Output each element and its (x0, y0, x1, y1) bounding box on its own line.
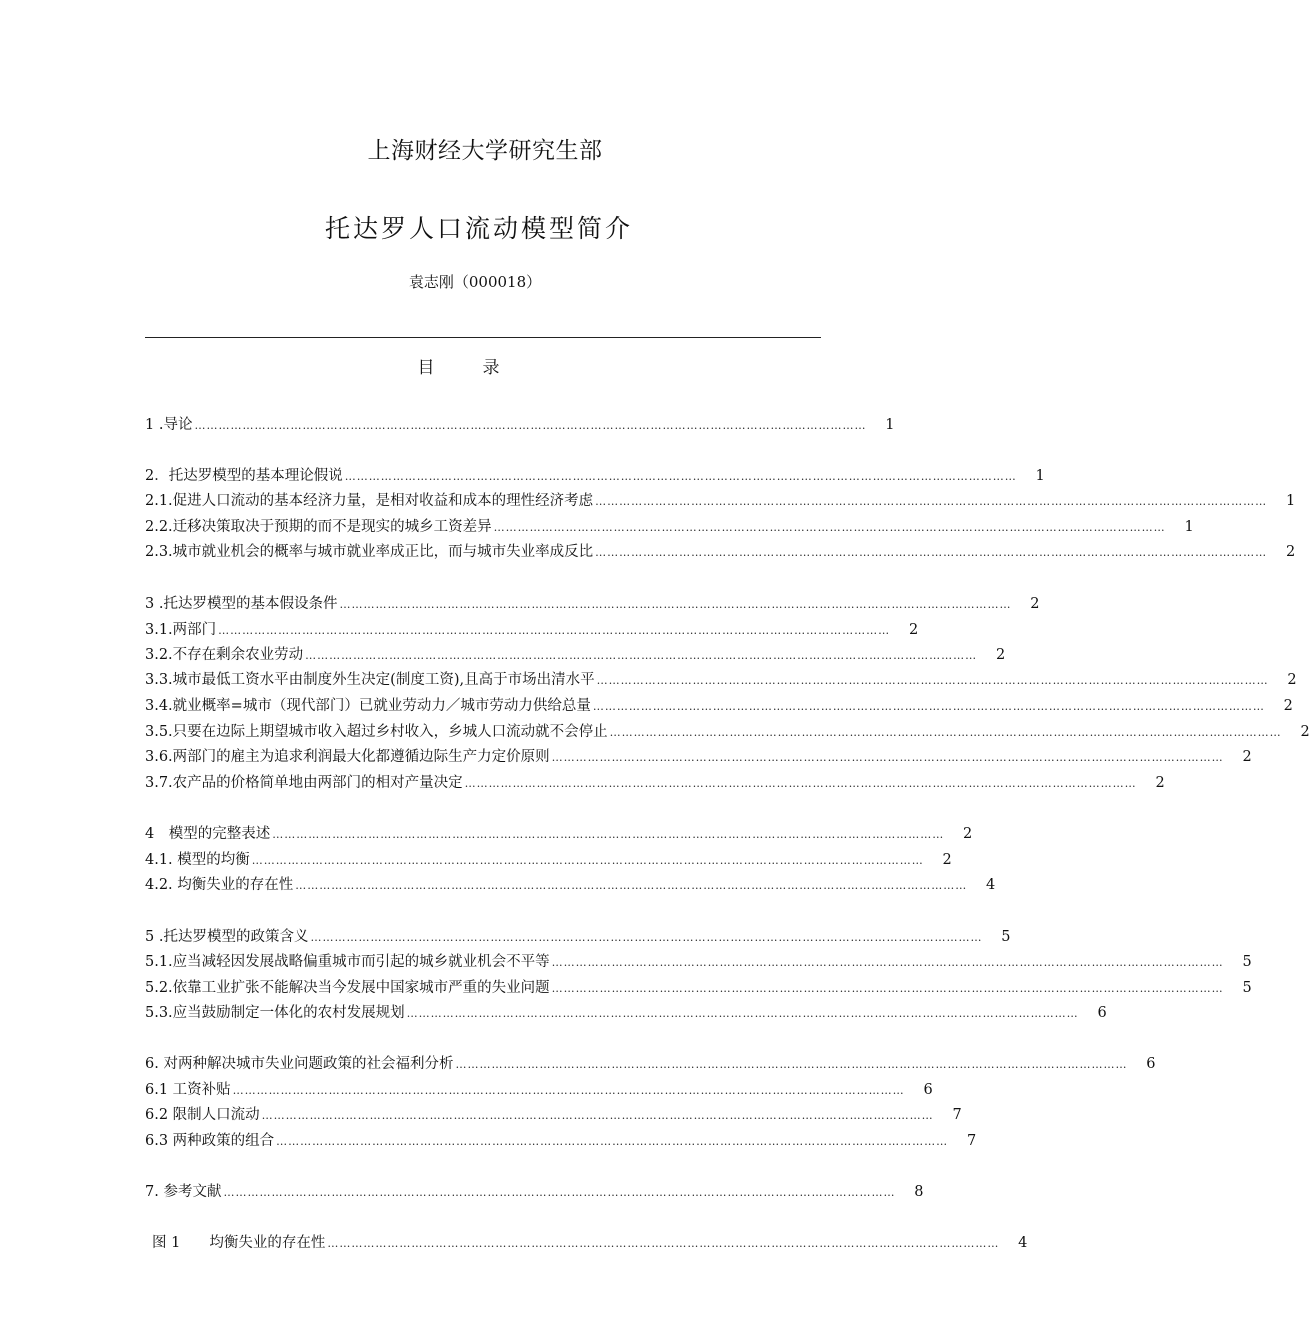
toc-page-number: 1 (1184, 519, 1194, 535)
toc-entry[interactable] (145, 1078, 933, 1100)
toc-page-number: 2 (942, 852, 952, 868)
toc-entry-label: 4.2. 均衡失业的存在性 (145, 877, 294, 893)
toc-entry[interactable] (145, 745, 1252, 767)
toc-page-number: 1 (1285, 493, 1296, 509)
toc-entry[interactable] (145, 592, 1040, 614)
toc-entry[interactable] (145, 1103, 962, 1125)
toc-entry[interactable] (145, 1180, 924, 1202)
toc-page-number: 7 (966, 1133, 977, 1149)
toc-page-number: 6 (923, 1082, 933, 1098)
toc-leader-dots: …………………………………………………………………………………………………………………………………………………… (272, 828, 945, 841)
toc-page-number: 2 (1283, 698, 1293, 714)
toc-page-number: 2 (908, 622, 919, 638)
toc-entry-label: 1 .导论 (145, 417, 193, 433)
toc-entry[interactable] (145, 950, 1252, 972)
toc-leader-dots: …………………………………………………………………………………………………………………………………………………… (344, 470, 1017, 483)
toc-page-number: 4 (986, 877, 996, 893)
toc-leader-dots: …………………………………………………………………………………………………………………………………………………… (551, 751, 1224, 764)
toc-page-number: 4 (1018, 1235, 1028, 1251)
toc-entry[interactable] (145, 413, 895, 435)
toc-page-number: 1 (885, 417, 895, 433)
toc-leader-dots: …………………………………………………………………………………………………………………………………………………… (232, 1084, 905, 1097)
toc-leader-dots: …………………………………………………………………………………………………………………………………………………… (595, 546, 1268, 559)
toc-entry[interactable] (145, 925, 1011, 947)
toc-entry-label: 2．托达罗模型的基本理论假说 (145, 468, 343, 484)
toc-page-number: 5 (1242, 954, 1252, 970)
toc-entry-label: 2.2.迁移决策取决于预期的而不是现实的城乡工资差异 (145, 519, 492, 535)
toc-leader-dots: …………………………………………………………………………………………………………………………………………………… (194, 419, 867, 432)
toc-page-number: 2 (963, 826, 973, 842)
toc-leader-dots: …………………………………………………………………………………………………………………………………………………… (276, 1135, 949, 1148)
toc-page-number: 2 (995, 647, 1006, 663)
toc-entry-label: 3.7.农产品的价格简单地由两部门的相对产量决定 (145, 775, 463, 791)
toc-heading: 目录 (417, 358, 548, 378)
toc-page-number: 7 (952, 1107, 962, 1123)
toc-leader-dots: …………………………………………………………………………………………………………………………………………………… (493, 521, 1166, 534)
toc-leader-dots: …………………………………………………………………………………………………………………………………………………… (596, 674, 1269, 687)
toc-entry-label: 3.5.只要在边际上期望城市收入超过乡村收入，乡城人口流动就不会停止 (145, 724, 608, 740)
toc-leader-dots: …………………………………………………………………………………………………………………………………………………… (305, 649, 978, 662)
toc-page-number: 5 (1001, 929, 1011, 945)
title-divider (145, 337, 821, 338)
toc-leader-dots: …………………………………………………………………………………………………………………………………………………… (310, 931, 983, 944)
toc-entry-label: 2.1.促进人口流动的基本经济力量，是相对收益和成本的理性经济考虑 (145, 493, 594, 509)
toc-leader-dots: …………………………………………………………………………………………………………………………………………………… (609, 726, 1282, 739)
toc-entry[interactable] (145, 668, 1297, 690)
toc-page-number: 2 (1285, 544, 1296, 560)
toc-leader-dots: …………………………………………………………………………………………………………………………………………………… (223, 1186, 896, 1199)
toc-entry[interactable] (145, 515, 1194, 537)
toc-entry[interactable] (145, 720, 1310, 742)
toc-entry[interactable] (145, 976, 1252, 998)
toc-leader-dots: …………………………………………………………………………………………………………………………………………………… (551, 956, 1224, 969)
figure-entry-label: 图 1 均衡失业的存在性 (152, 1235, 326, 1251)
toc-entry-label: 6.2 限制人口流动 (145, 1107, 260, 1123)
toc-page-number: 2 (1030, 596, 1040, 612)
toc-entry[interactable] (145, 848, 952, 870)
toc-entry[interactable] (145, 1129, 977, 1151)
toc-entry-label: 2.3.城市就业机会的概率与城市就业率成正比，而与城市失业率成反比 (145, 544, 594, 560)
toc-leader-dots: …………………………………………………………………………………………………………………………………………………… (218, 624, 891, 637)
toc-entry[interactable] (145, 873, 996, 895)
institution-header: 上海财经大学研究生部 (367, 138, 603, 164)
toc-entry-label: 4 模型的完整表述 (145, 826, 271, 842)
toc-entry-label: 7. 参考文献 (145, 1184, 222, 1200)
toc-entry-label: 5.1.应当减轻因发展战略偏重城市而引起的城乡就业机会不平等 (145, 954, 550, 970)
toc-entry-label: 6.3 两种政策的组合 (145, 1133, 275, 1149)
toc-entry[interactable] (145, 643, 1006, 665)
toc-entry-label: 5 .托达罗模型的政策含义 (145, 929, 309, 945)
toc-page-number: 1 (1035, 468, 1045, 484)
toc-entry-label: 3 .托达罗模型的基本假设条件 (145, 596, 338, 612)
toc-page-number: 6 (1146, 1056, 1156, 1072)
toc-leader-dots: …………………………………………………………………………………………………………………………………………………… (295, 879, 968, 892)
toc-leader-dots: …………………………………………………………………………………………………………………………………………………… (406, 1007, 1079, 1020)
toc-entry-label: 6.1 工资补贴 (145, 1082, 231, 1098)
toc-entry-label: 5.3.应当鼓励制定一体化的农村发展规划 (145, 1005, 405, 1021)
toc-leader-dots: …………………………………………………………………………………………………………………………………………………… (339, 598, 1012, 611)
toc-page-number: 2 (1155, 775, 1165, 791)
figure-list-entry[interactable] (152, 1231, 1028, 1253)
toc-leader-dots: …………………………………………………………………………………………………………………………………………………… (251, 854, 924, 867)
toc-entry[interactable] (145, 771, 1165, 793)
toc-leader-dots: …………………………………………………………………………………………………………………………………………………… (327, 1237, 1000, 1250)
toc-entry[interactable] (145, 540, 1296, 562)
toc-entry[interactable] (145, 1052, 1156, 1074)
toc-entry-label: 3.4.就业概率=城市（现代部门）已就业劳动力／城市劳动力供给总量 (145, 698, 591, 714)
author-line: 袁志刚（000018） (408, 273, 542, 291)
toc-page-number: 2 (1287, 672, 1297, 688)
toc-entry-label: 3.1.两部门 (145, 622, 217, 638)
toc-leader-dots: …………………………………………………………………………………………………………………………………………………… (592, 700, 1265, 713)
toc-entry-label: 5.2.依靠工业扩张不能解决当今发展中国家城市严重的失业问题 (145, 980, 550, 996)
toc-entry[interactable] (145, 464, 1045, 486)
toc-entry-label: 4.1. 模型的均衡 (145, 852, 250, 868)
toc-leader-dots: …………………………………………………………………………………………………………………………………………………… (261, 1109, 934, 1122)
toc-page-number: 6 (1097, 1005, 1107, 1021)
toc-entry-label: 3.3.城市最低工资水平由制度外生决定(制度工资),且高于市场出清水平 (145, 672, 595, 688)
toc-leader-dots: …………………………………………………………………………………………………………………………………………………… (551, 982, 1224, 995)
toc-entry[interactable] (145, 1001, 1107, 1023)
toc-leader-dots: …………………………………………………………………………………………………………………………………………………… (455, 1058, 1128, 1071)
toc-entry-label: 3.6.两部门的雇主为追求利润最大化都遵循边际生产力定价原则 (145, 749, 550, 765)
toc-entry-label: 6. 对两种解决城市失业问题政策的社会福利分析 (145, 1056, 454, 1072)
toc-page-number: 8 (914, 1184, 924, 1200)
toc-entry[interactable] (145, 694, 1293, 716)
toc-page-number: 2 (1300, 724, 1310, 740)
toc-leader-dots: …………………………………………………………………………………………………………………………………………………… (464, 777, 1137, 790)
toc-page-number: 2 (1242, 749, 1252, 765)
toc-entry-label: 3.2.不存在剩余农业劳动 (145, 647, 304, 663)
toc-entry[interactable] (145, 618, 919, 640)
toc-page-number: 5 (1242, 980, 1252, 996)
toc-entry[interactable] (145, 822, 973, 844)
toc-leader-dots: …………………………………………………………………………………………………………………………………………………… (595, 495, 1268, 508)
toc-entry[interactable] (145, 489, 1296, 511)
document-title: 托达罗人口流动模型简介 (324, 214, 633, 243)
